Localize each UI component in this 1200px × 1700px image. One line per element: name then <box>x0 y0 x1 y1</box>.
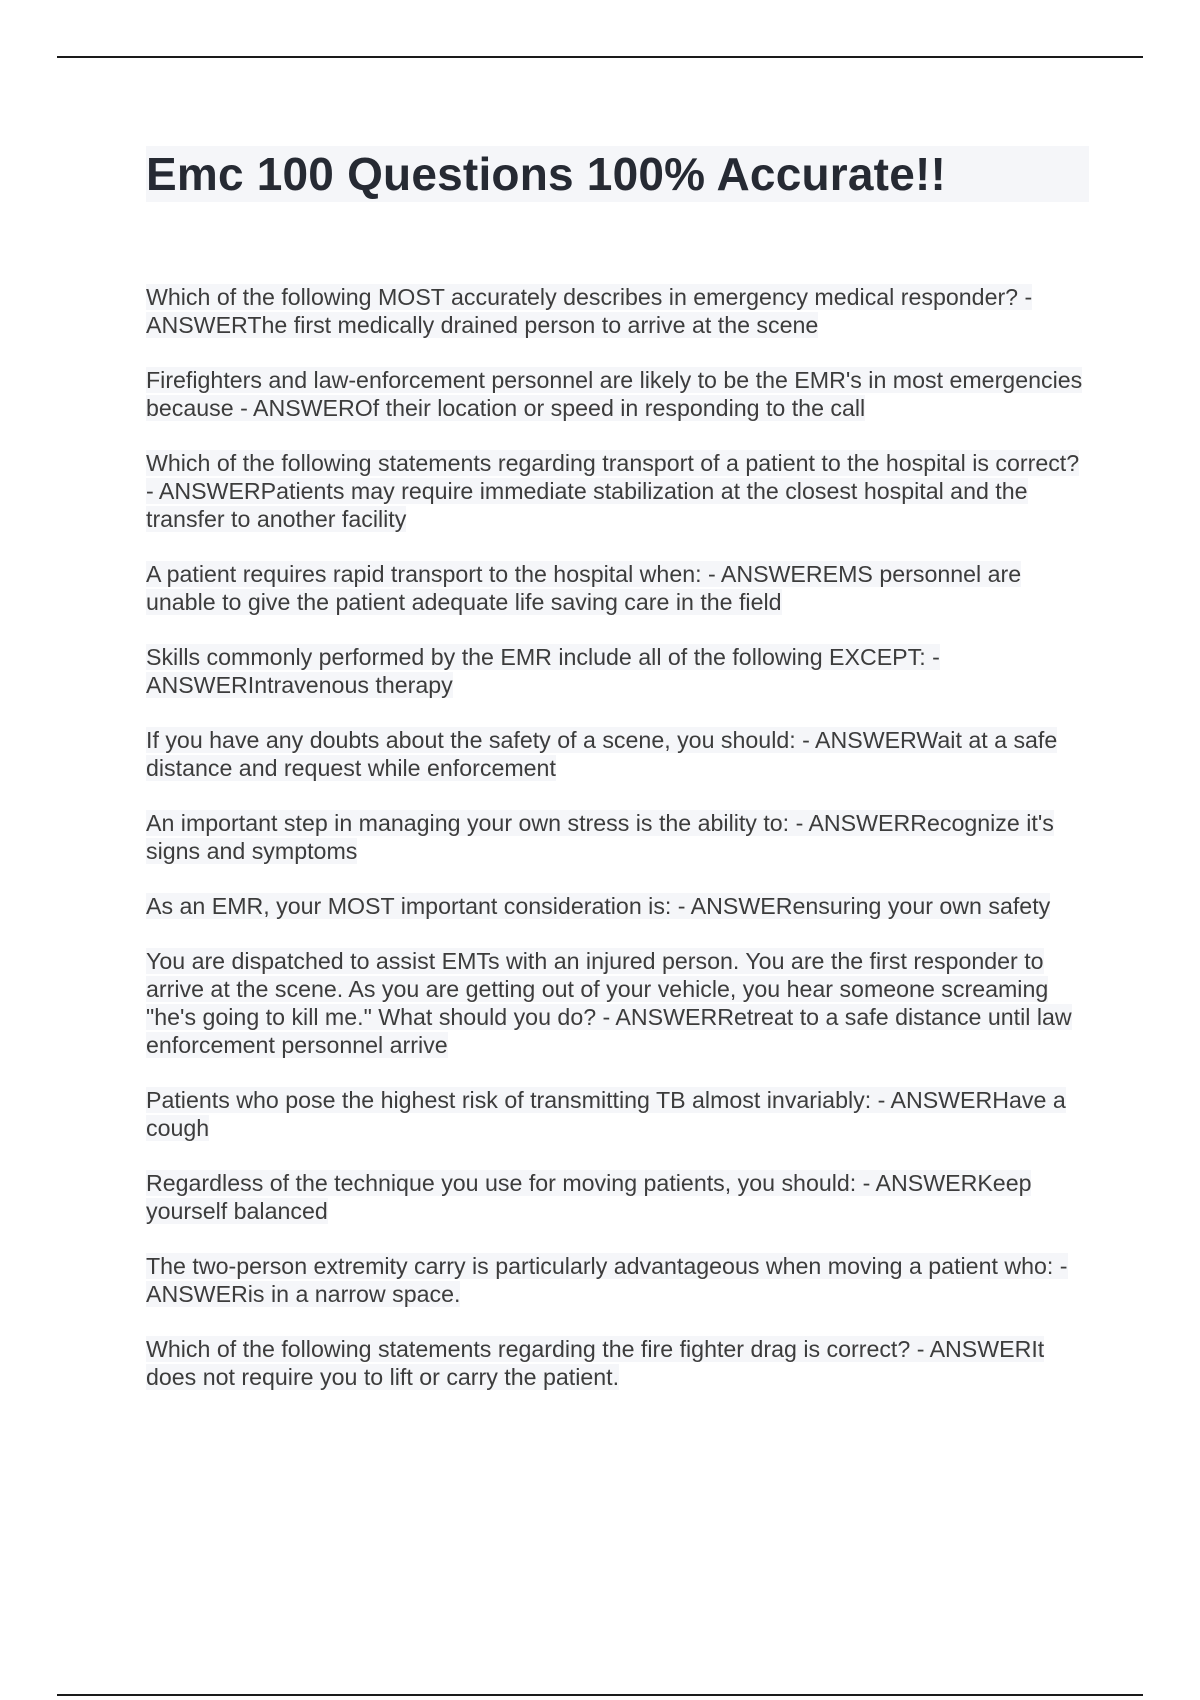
qa-item <box>146 1086 1090 1142</box>
qa-item <box>146 366 1090 422</box>
bottom-rule <box>57 1694 1143 1696</box>
qa-item <box>146 1169 1090 1225</box>
qa-text: Skills commonly performed by the EMR include all of the following EXCEPT: - ANSWERIntravenous therapy <box>146 644 940 698</box>
qa-text: Which of the following statements regarding the fire fighter drag is correct? - ANSWERIt does not require you to lift or carry the patient. <box>146 1336 1045 1390</box>
qa-item <box>146 809 1090 865</box>
qa-item <box>146 726 1090 782</box>
qa-item <box>146 892 1090 920</box>
qa-item <box>146 1252 1090 1308</box>
qa-item <box>146 449 1090 533</box>
qa-text: Patients who pose the highest risk of transmitting TB almost invariably: - ANSWERHave a cough <box>146 1087 1066 1141</box>
qa-item <box>146 947 1090 1059</box>
qa-text: Firefighters and law-enforcement personnel are likely to be the EMR's in most emergencies because - ANSWEROf their location or speed in responding to the call <box>146 367 1083 421</box>
top-rule <box>57 56 1143 58</box>
qa-item <box>146 560 1090 616</box>
page-title: Emc 100 Questions 100% Accurate!! <box>146 148 947 200</box>
qa-text: An important step in managing your own stress is the ability to: - ANSWERRecognize it's signs and symptoms <box>146 810 1054 864</box>
qa-list <box>146 283 1090 1418</box>
qa-item <box>146 643 1090 699</box>
qa-text: Regardless of the technique you use for moving patients, you should: - ANSWERKeep yourself balanced <box>146 1170 1032 1224</box>
qa-text: A patient requires rapid transport to the hospital when: - ANSWEREMS personnel are unable to give the patient adequate life saving care in the field <box>146 561 1022 615</box>
qa-text: Which of the following statements regarding transport of a patient to the hospital is correct? - ANSWERPatients may require immediate stabilization at the closest hospital and the transfer to another facility <box>146 450 1080 532</box>
qa-text: The two-person extremity carry is particularly advantageous when moving a patient who: - ANSWERis in a narrow space. <box>146 1253 1068 1307</box>
qa-text: If you have any doubts about the safety of a scene, you should: - ANSWERWait at a safe distance and request while enforcement <box>146 727 1058 781</box>
qa-item <box>146 1335 1090 1391</box>
qa-text: As an EMR, your MOST important consideration is: - ANSWERensuring your own safety <box>146 893 1051 919</box>
qa-text: Which of the following MOST accurately describes in emergency medical responder? - ANSWERThe first medically drained person to arrive at the scene <box>146 284 1033 338</box>
qa-text: You are dispatched to assist EMTs with an injured person. You are the first responder to arrive at the scene. As you are getting out of your vehicle, you hear someone screaming "he's going to kill me." What should you do? - ANSWERRetreat to a safe distance until law enforcement personnel arrive <box>146 948 1072 1058</box>
qa-item <box>146 283 1090 339</box>
